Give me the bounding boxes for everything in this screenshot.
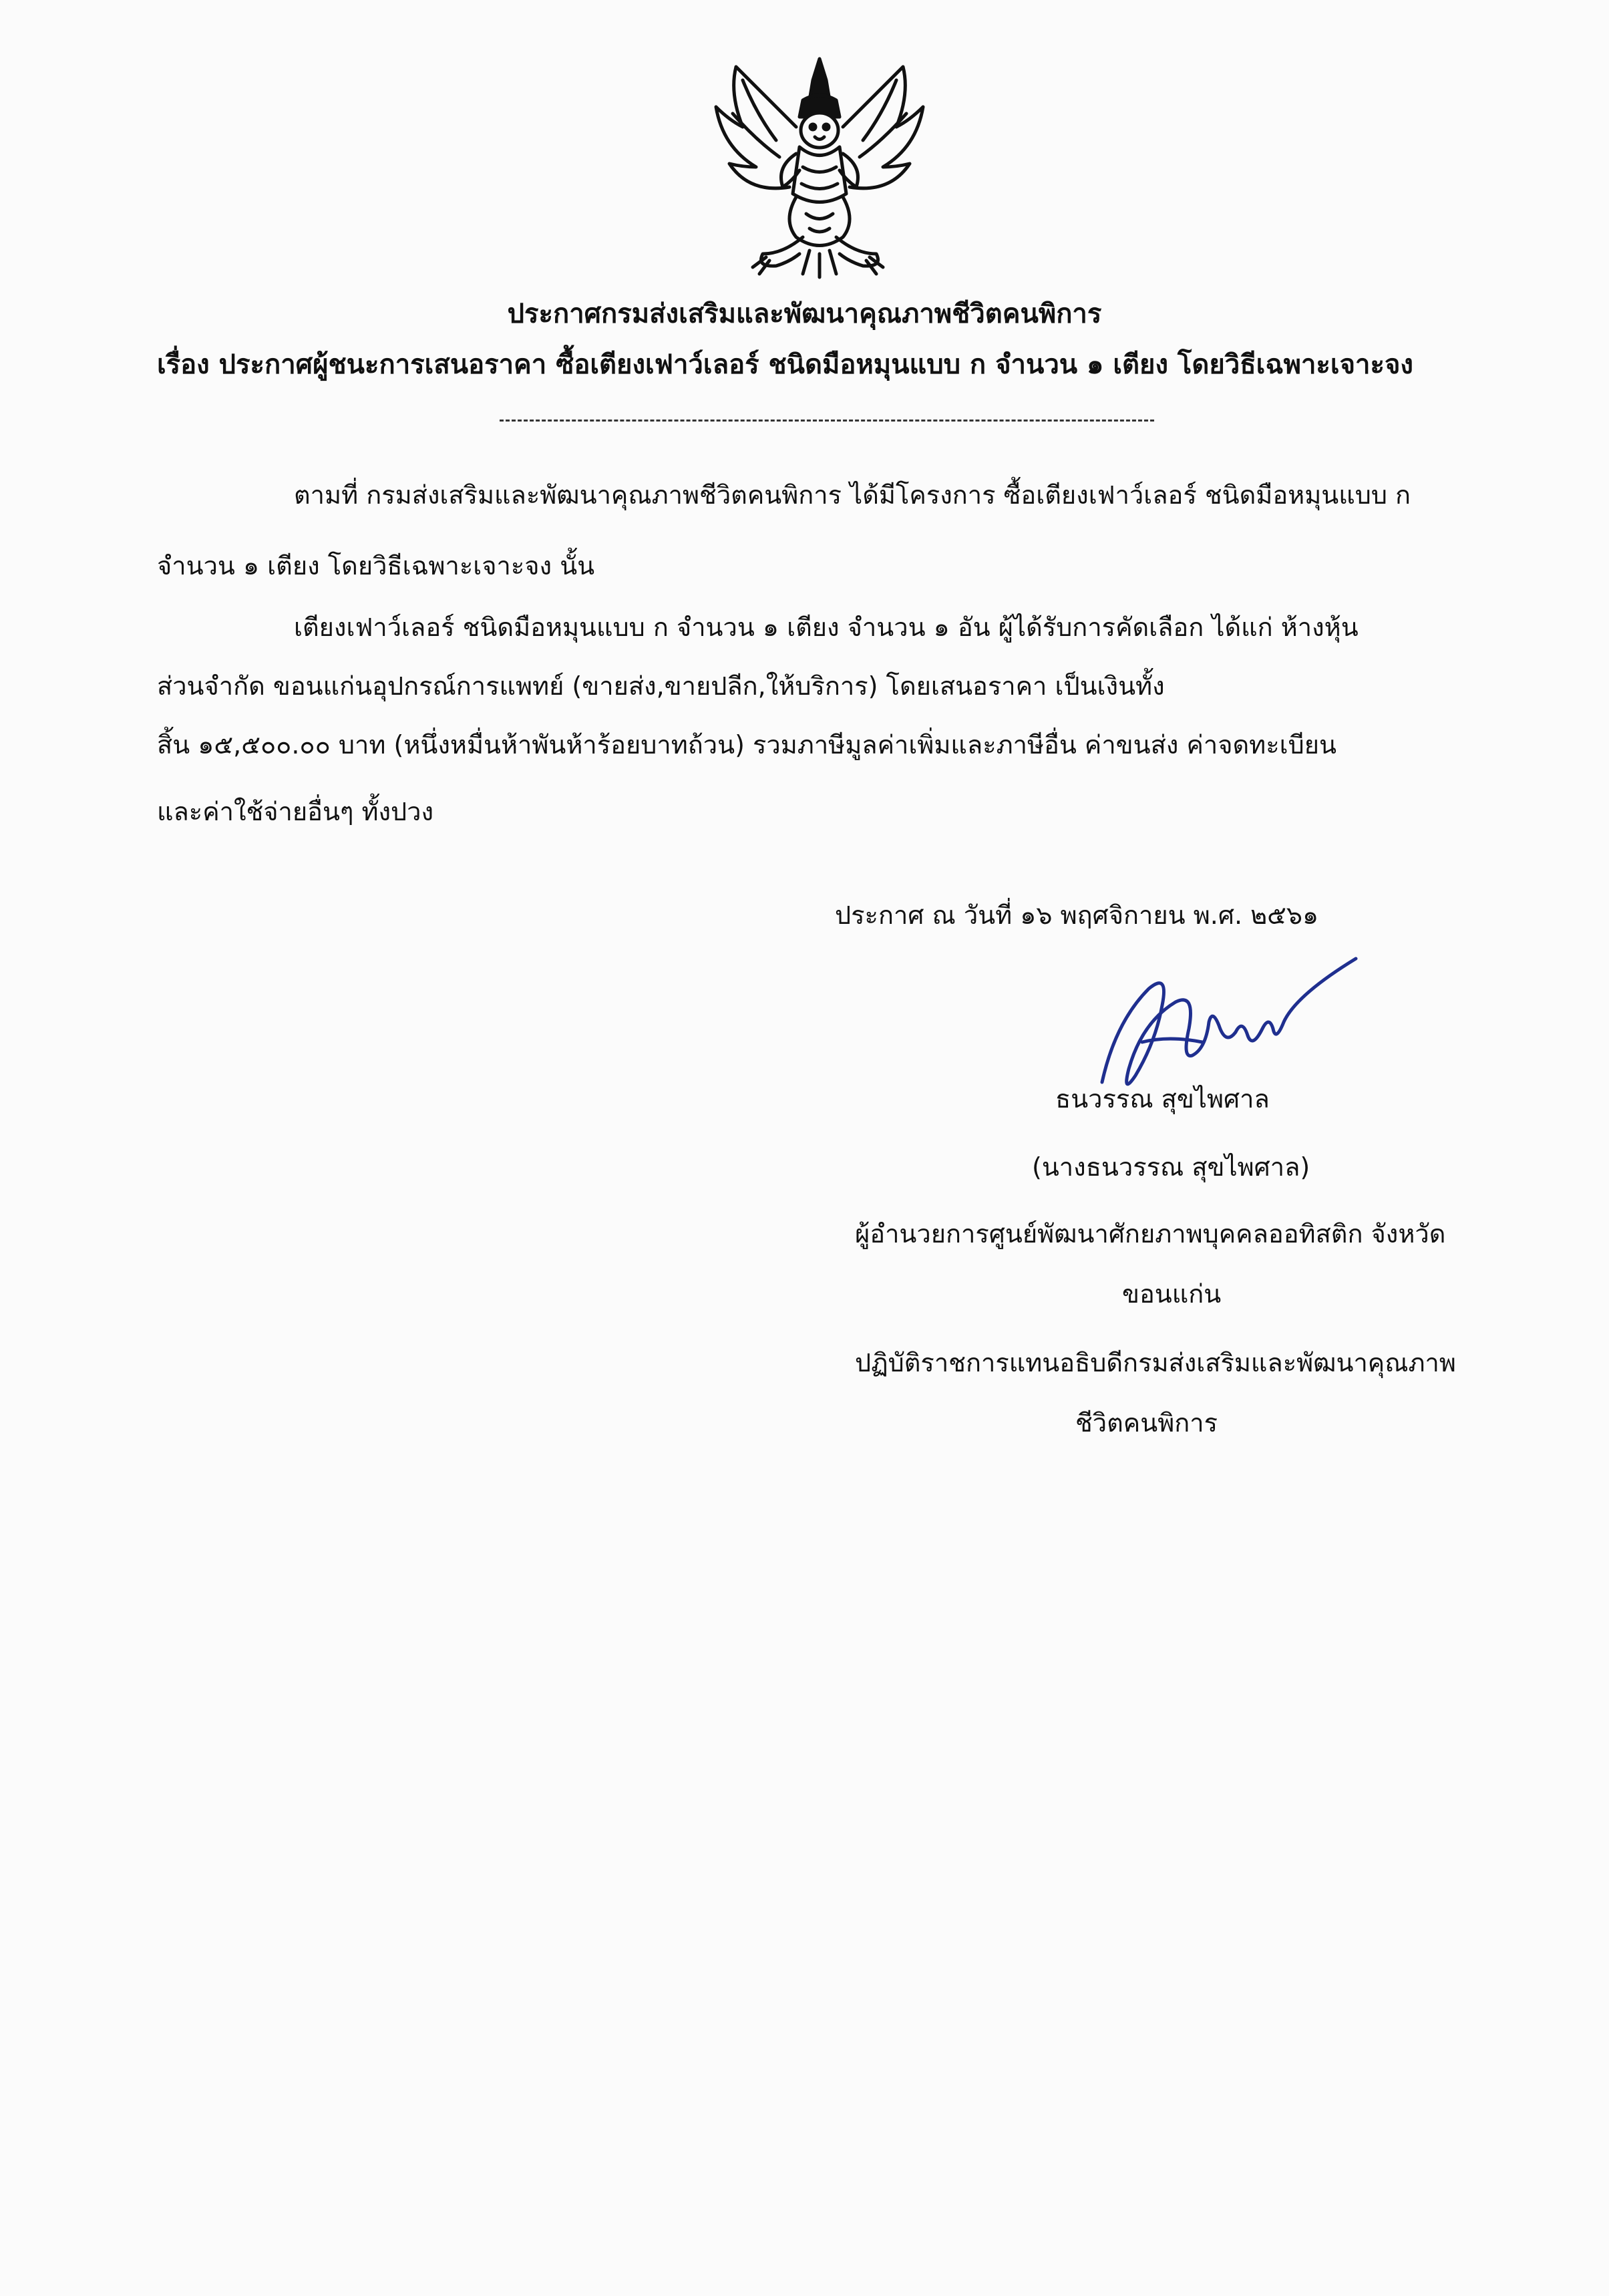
- signer-acting-line-1: ปฏิบัติราชการแทนอธิบดีกรมส่งเสริมและพัฒนาคุณภาพ: [855, 1348, 1456, 1377]
- signer-acting-line-2: ชีวิตคนพิการ: [1075, 1408, 1218, 1438]
- paragraph-2-line-2: ส่วนจำกัด ขอนแก่นอุปกรณ์การแพทย์ (ขายส่ง,ขายปลีก,ให้บริการ) โดยเสนอราคา เป็นเงินทั้ง: [157, 671, 1165, 701]
- paragraph-2-line-3: สิ้น ๑๕,๕๐๐.๐๐ บาท (หนึ่งหมื่นห้าพันห้าร้อยบาทถ้วน) รวมภาษีมูลค่าเพิ่มและภาษีอื่น ค่าขนส่ง ค่าจดทะเบียน: [157, 730, 1336, 760]
- signer-position-line-1: ผู้อำนวยการศูนย์พัฒนาศักยภาพบุคคลออทิสติก จังหวัด: [855, 1219, 1446, 1249]
- paragraph-1-line-1: ตามที่ กรมส่งเสริมและพัฒนาคุณภาพชีวิตคนพิการ ได้มีโครงการ ซื้อเตียงเฟาว์เลอร์ ชนิดมือหมุนแบบ ก: [294, 480, 1411, 510]
- signer-position-line-2: ขอนแก่น: [1122, 1279, 1222, 1309]
- heading-divider: [500, 420, 1154, 422]
- announcement-date: ประกาศ ณ วันที่ ๑๖ พฤศจิกายน พ.ศ. ๒๕๖๑: [835, 900, 1319, 930]
- garuda-emblem-icon: [703, 53, 936, 281]
- paragraph-2-line-1: เตียงเฟาว์เลอร์ ชนิดมือหมุนแบบ ก จำนวน ๑ เตียง จำนวน ๑ อัน ผู้ได้รับการคัดเลือก ได้แก่ ห้างหุ้น: [294, 613, 1359, 642]
- paragraph-1-line-2: จำนวน ๑ เตียง โดยวิธีเฉพาะเจาะจง นั้น: [157, 551, 595, 581]
- paragraph-2-line-4: และค่าใช้จ่ายอื่นๆ ทั้งปวง: [157, 797, 434, 826]
- announcement-subject: เรื่อง ประกาศผู้ชนะการเสนอราคา ซื้อเตียงเฟาว์เลอร์ ชนิดมือหมุนแบบ ก จำนวน ๑ เตียง โดยวิธีเฉพาะเจาะจง: [157, 349, 1413, 380]
- announcement-heading: ประกาศกรมส่งเสริมและพัฒนาคุณภาพชีวิตคนพิการ: [507, 299, 1102, 329]
- signer-full-name: (นางธนวรรณ สุขไพศาล): [1032, 1152, 1310, 1182]
- signer-signed-name: ธนวรรณ สุขไพศาล: [1055, 1084, 1270, 1114]
